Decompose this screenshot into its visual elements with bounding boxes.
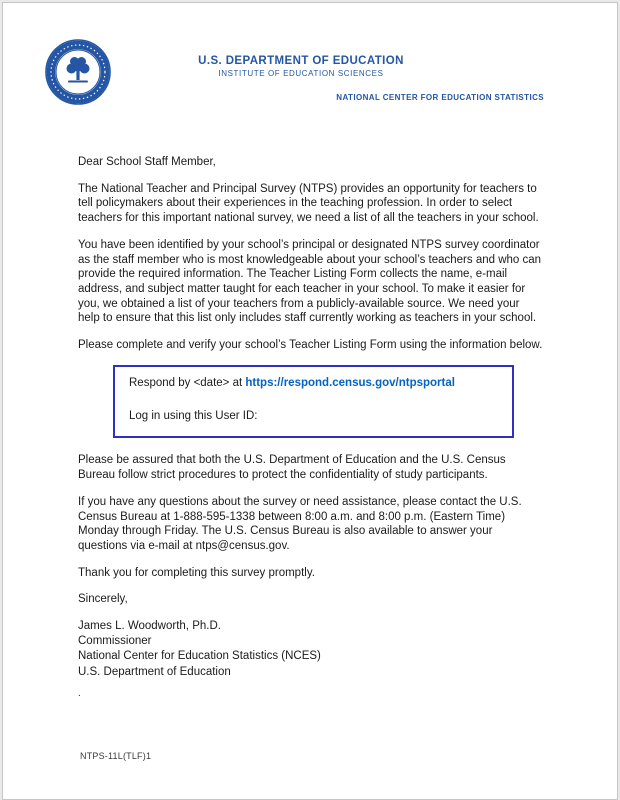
respond-by-text: Respond by <date> at bbox=[129, 376, 246, 389]
signature-org: National Center for Education Statistics (NCES) bbox=[78, 650, 321, 663]
header-center-name: NATIONAL CENTER FOR EDUCATION STATISTICS bbox=[336, 93, 544, 102]
header-department-name: U.S. DEPARTMENT OF EDUCATION bbox=[198, 55, 404, 67]
paragraph-contact-info: If you have any questions about the survey or need assistance, please contact the U.S. Census Bureau at 1-888-595-1338 between 8:00 a.m. and 8:00 p.m. (Eastern Time) Monday through Friday. The U.S. Census Bureau is also available to answer your questions via e-mail at ntps@census.gov. bbox=[78, 495, 522, 552]
respond-box bbox=[113, 365, 514, 438]
respond-by-line bbox=[129, 376, 498, 391]
signature-name: James L. Woodworth, Ph.D. bbox=[78, 620, 221, 633]
stray-period: . bbox=[78, 687, 81, 699]
paragraph-confidentiality: Please be assured that both the U.S. Department of Education and the U.S. Census Bureau follow strict procedures to protect the confidentiality of study participants. bbox=[78, 454, 506, 482]
header-institute-name: INSTITUTE OF EDUCATION SCIENCES bbox=[218, 69, 384, 78]
header-title-block bbox=[76, 55, 526, 78]
paragraph-identified-staff: You have been identified by your school’s principal or designated NTPS survey coordinator as the staff member who is most knowledgeable about your school’s teachers and who can provide the required information. The Teacher Listing Form collects the name, e-mail address, and subject matter taught for each teacher in your school. To make it easier for you, we obtained a list of your teachers from a publicly-available source. We need your help to ensure that this list only includes staff currently working as teachers in your school. bbox=[78, 238, 542, 325]
signature-dept: U.S. Department of Education bbox=[78, 665, 231, 678]
paragraph-survey-intro: The National Teacher and Principal Survey (NTPS) provides an opportunity for teachers to tell policymakers about their experiences in the teaching profession. In order to select teachers for this important national survey, we need a list of all the teachers in your school. bbox=[78, 182, 539, 225]
signature-block bbox=[78, 619, 544, 680]
login-userid-text: Log in using this User ID: bbox=[129, 409, 258, 422]
signature-title: Commissioner bbox=[78, 635, 152, 648]
letter-page bbox=[2, 2, 618, 800]
respond-url-link[interactable]: https://respond.census.gov/ntpsportal bbox=[245, 376, 455, 389]
letterhead bbox=[3, 3, 617, 108]
closing: Sincerely, bbox=[78, 593, 128, 606]
paragraph-complete-form: Please complete and verify your school’s Teacher Listing Form using the information below. bbox=[78, 339, 543, 352]
letter-body bbox=[3, 108, 617, 701]
paragraph-thank-you: Thank you for completing this survey promptly. bbox=[78, 566, 315, 579]
form-number: NTPS-11L(TLF)1 bbox=[80, 751, 152, 761]
salutation: Dear School Staff Member, bbox=[78, 156, 216, 168]
